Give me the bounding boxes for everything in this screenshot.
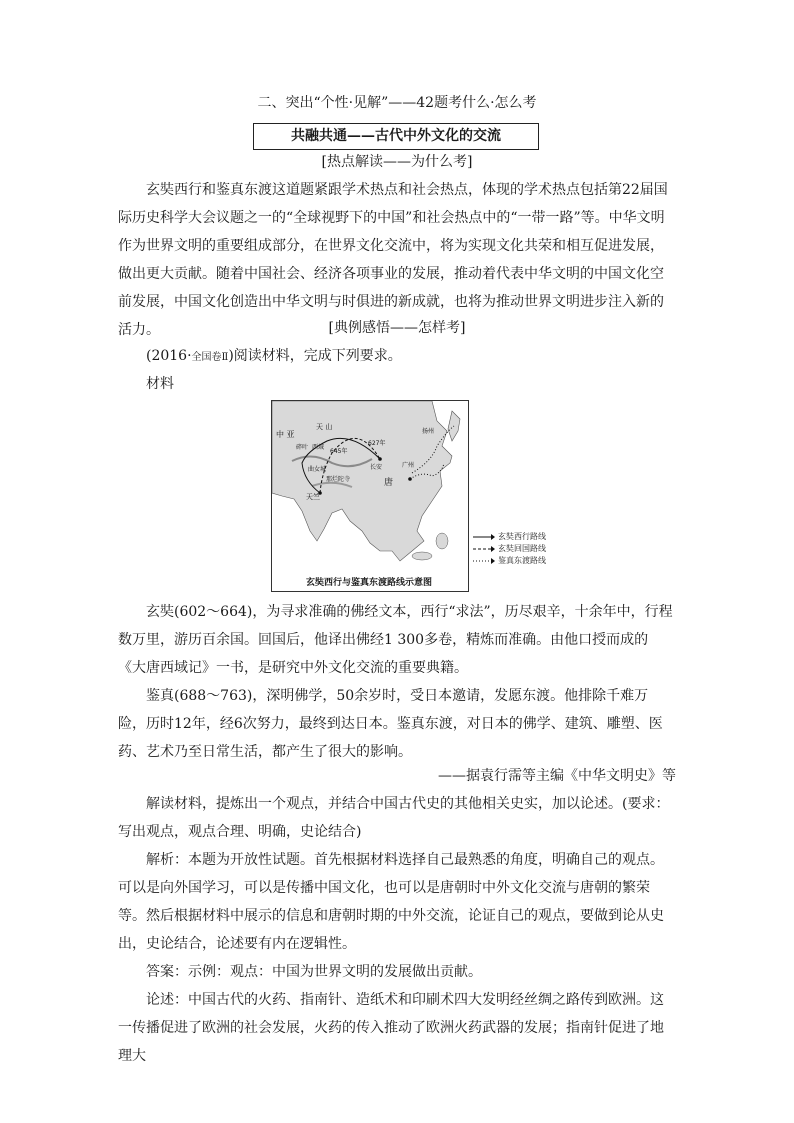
answer: 答案：示例：观点：中国为世界文明的发展做出贡献。 <box>146 964 482 980</box>
label-nalanda: 那烂陀寺 <box>326 476 351 483</box>
legend-dashed-arrow-icon <box>473 546 495 552</box>
legend-item-jianzhen <box>473 555 546 567</box>
label-tianshan: 天 山 <box>316 423 333 431</box>
label-year-645: 645年 <box>330 448 348 455</box>
island <box>412 552 432 560</box>
question-source-year: (2016· <box>146 348 192 364</box>
task-instruction: 解读材料，提炼出一个观点，并结合中国古代史的其他相关史实，加以论述。(要求：写出观点，观点合理、明确，史论结合) <box>118 796 670 840</box>
jianzhen-paragraph: 鉴真(688～763)，深明佛学，50余岁时，受日本邀请，发愿东渡。他排除千难万险，历时12年，经6次努力，最终到达日本。鉴真东渡，对日本的佛学、建筑、雕塑、医药、艺术乃至日常生活，都产生了很大的影响。 <box>118 688 663 760</box>
legend-item-return <box>473 543 546 555</box>
question-source-paper: 全国卷Ⅱ <box>191 352 229 363</box>
analysis: 解析：本题为开放性试题。首先根据材料选择自己最熟悉的角度，明确自己的观点。可以是向外国学习，可以是传播中国文化，也可以是唐朝时中外文化交流与唐朝的繁荣等。然后根据材料中展示的信息和唐朝时期的中外交流，论证自己的观点，要做到论从史出，史论结合，论述要有内在逻辑性。 <box>118 852 664 952</box>
legend-label-jianzhen: 鉴真东渡路线 <box>498 556 546 565</box>
label-year-627: 627年 <box>368 440 386 447</box>
label-guangzhou: 广州 <box>402 462 415 469</box>
island-2 <box>436 533 448 549</box>
hot-topic-heading: [热点解读——为什么考] <box>321 154 473 170</box>
xuanzang-paragraph: 玄奘(602～664)，为寻求准确的佛经文本，西行“求法”，历尽艰辛，十余年中，行程数万里，游历百余国。回国后，他译出佛经1 300多卷，精炼而准确。由他口授而成的《大唐西域记》一书，是研究中外文化交流的重要典籍。 <box>118 604 673 676</box>
hot-topic-paragraph: 玄奘西行和鉴真东渡这道题紧跟学术热点和社会热点，体现的学术热点包括第22届国际历史科学大会议题之一的“全球视野下的中国”和社会热点中的“一带一路”等。中华文明作为世界文明的重要组成部分，在世界文化交流中，将为实现文化共荣和相互促进发展，做出更大贡献。随着中国社会、经济各项事业的发展，推动着代表中华文明的中国文化空前发展，中国文化创造出中华文明与时俱进的新成就，也将为推动世界文明进步注入新的活力。 <box>118 182 668 338</box>
chang-an-dot <box>378 457 382 461</box>
label-chang-an: 长安 <box>370 464 383 471</box>
legend-dotted-arrow-icon <box>473 558 495 564</box>
citation: ——据袁行霈等主编《中华文明史》等 <box>438 768 676 784</box>
route-map-drawing <box>272 401 468 591</box>
question-source-rest: )阅读材料，完成下列要求。 <box>228 348 402 364</box>
guangzhou-dot <box>408 477 412 481</box>
map-caption: 玄奘西行与鉴真东渡路线示意图 <box>305 578 432 588</box>
topic-box: 共融共通——古代中外文化的交流 <box>253 123 539 150</box>
label-kanauj: 曲女城 <box>308 466 327 473</box>
legend-label-return: 玄奘回国路线 <box>498 544 546 553</box>
label-suiye: 碎叶 <box>296 444 309 451</box>
map-legend <box>473 531 546 567</box>
label-tang: 唐 <box>384 478 394 488</box>
route-map <box>271 400 469 592</box>
label-tianzhu: 天竺 <box>306 493 320 501</box>
argument: 论述：中国古代的火药、指南针、造纸术和印刷术四大发明经丝绸之路传到欧洲。这一传播促进了欧洲的社会发展，火药的传入推动了欧洲火药武器的发展；指南针促进了地理大 <box>118 992 664 1064</box>
section-title: 二、突出“个性·见解”——42题考什么·怎么考 <box>257 95 537 111</box>
material-label: 材料 <box>146 376 174 392</box>
question-source <box>118 342 676 372</box>
label-central-asia: 中 亚 <box>276 430 295 439</box>
legend-solid-arrow-icon <box>473 534 495 540</box>
legend-label-west: 玄奘西行路线 <box>498 532 546 541</box>
label-western-regions: 西域 <box>312 444 325 451</box>
label-yangzhou: 扬州 <box>422 428 435 435</box>
example-heading: [典例感悟——怎样考] <box>328 320 466 336</box>
legend-item-west <box>473 531 546 543</box>
